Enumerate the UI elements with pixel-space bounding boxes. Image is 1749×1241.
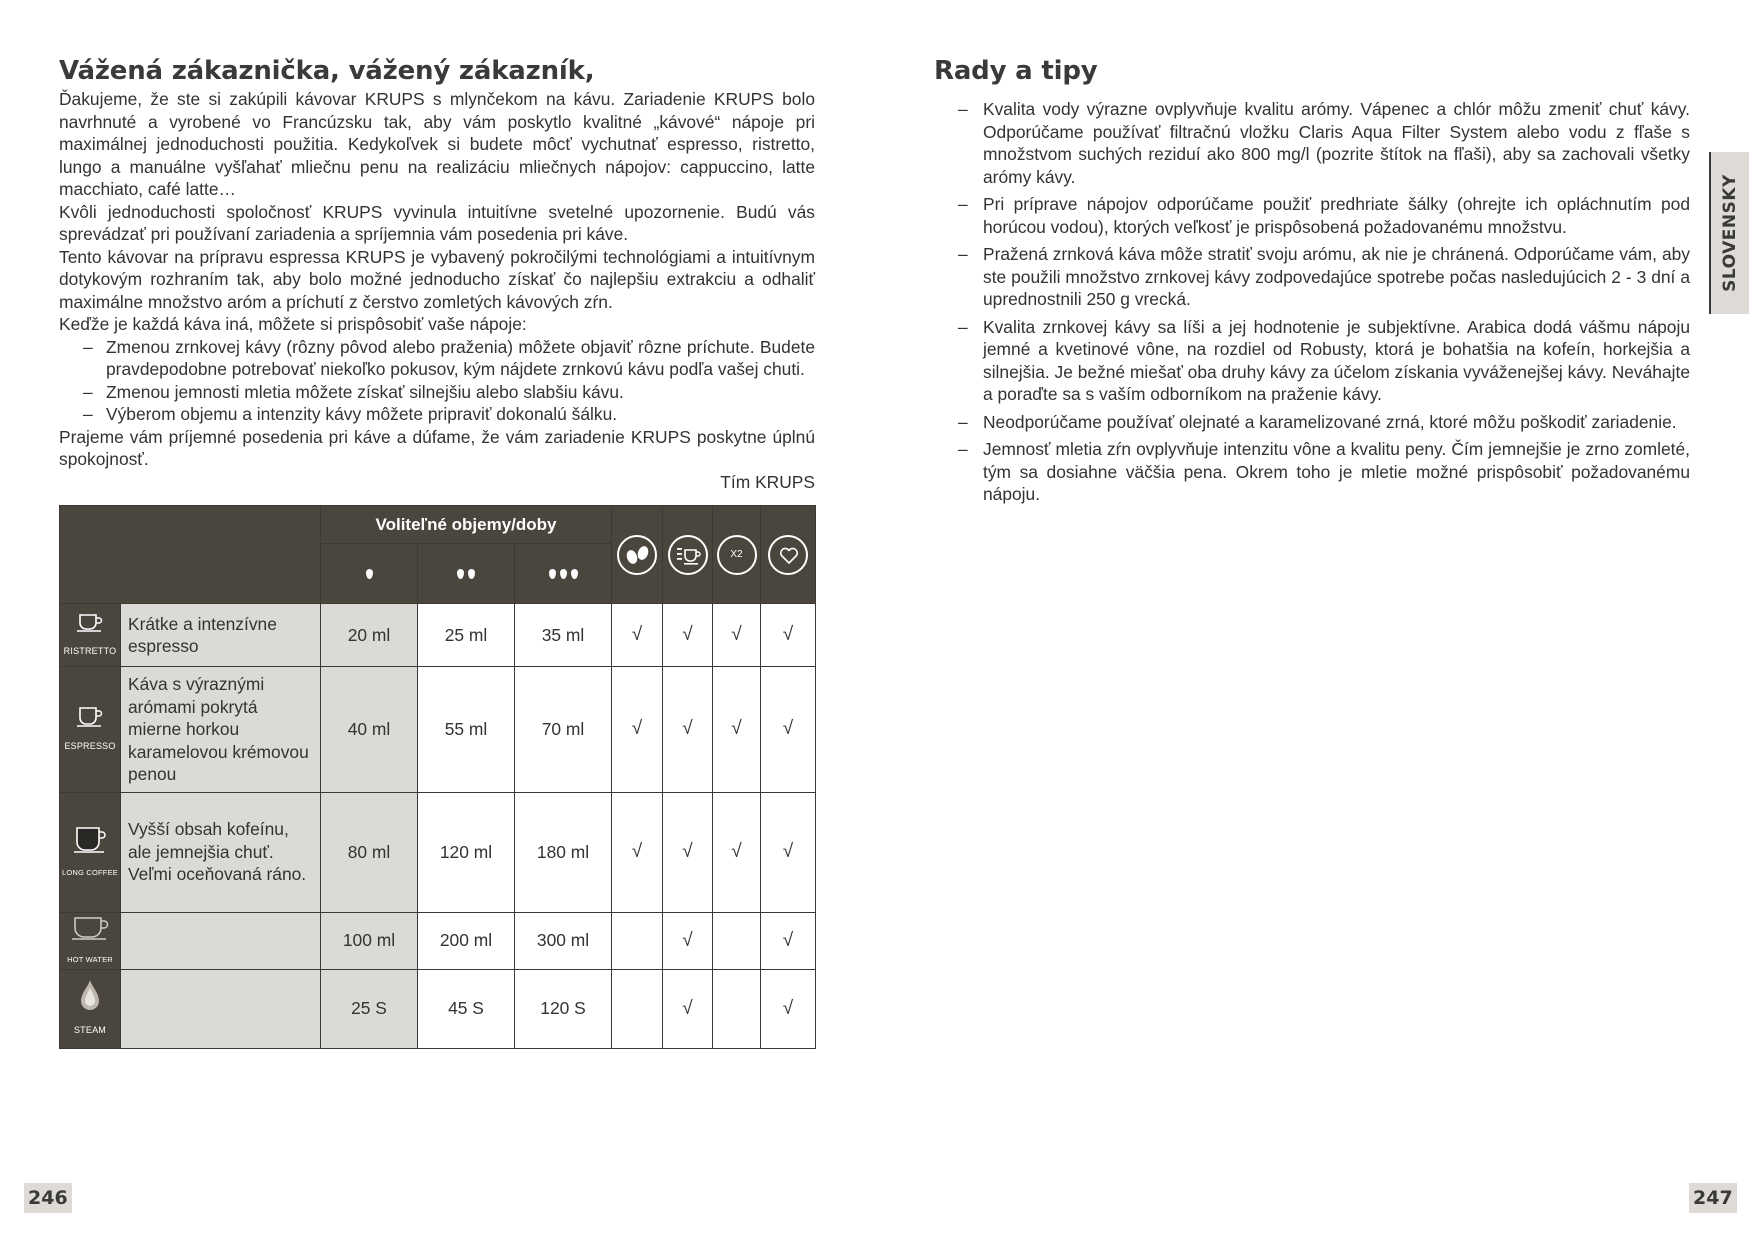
check-cell: √ bbox=[761, 604, 816, 667]
signature: Tím KRUPS bbox=[720, 471, 815, 492]
volume-cell: 70 ml bbox=[515, 667, 612, 793]
drink-label: RISTRETTO bbox=[63, 645, 117, 656]
check-cell: √ bbox=[761, 969, 816, 1048]
intro-paragraph-2: Kvôli jednoduchosti spoločnosť KRUPS vyvinula intuitívne svetelné upozornenie. Budú vás sprevádzať pri používaní zariadenia a spríjemnia vám posedenia pri káve. bbox=[59, 201, 815, 244]
drink-description bbox=[121, 912, 321, 969]
page-title-left: Vážená zákaznička, vážený zákazník, bbox=[59, 56, 595, 86]
drink-description: Vyšší obsah kofeínu, ale jemnejšia chuť. Veľmi oceňovaná ráno. bbox=[121, 792, 321, 912]
volume-cell: 20 ml bbox=[321, 604, 418, 667]
check-cell: √ bbox=[612, 792, 663, 912]
long-coffee-cup-icon bbox=[72, 825, 108, 855]
volume-cell: 300 ml bbox=[515, 912, 612, 969]
volume-cell: 120 S bbox=[515, 969, 612, 1048]
check-cell: √ bbox=[761, 792, 816, 912]
check-cell-empty bbox=[612, 912, 663, 969]
drink-label: HOT WATER bbox=[67, 955, 113, 964]
check-cell: √ bbox=[612, 667, 663, 793]
hot-water-cell bbox=[60, 912, 121, 969]
drink-label: STEAM bbox=[73, 1025, 106, 1035]
table-header-x2 bbox=[713, 506, 761, 604]
tip-item: – Pražená zrnková káva môže stratiť svoju arómu, ak nie je chránená. Odporúčame vám, aby ste použili množstvo zrnkovej kávy zodpovedajúce spotrebe počas nasledujúcich 2 - 3 dní a uprednostnili 250 g vrecká. bbox=[958, 243, 1690, 311]
table-header-favorite bbox=[761, 506, 816, 604]
drink-label: LONG COFFEE bbox=[62, 867, 118, 877]
intro-text bbox=[59, 88, 815, 493]
page-number-right: 247 bbox=[1689, 1183, 1737, 1213]
steam-cell bbox=[60, 969, 121, 1048]
list-item: – Zmenou jemnosti mletia môžete získať silnejšiu alebo slabšiu kávu. bbox=[83, 381, 815, 404]
intro-paragraph-4: Keďže je každá káva iná, môžete si prispôsobiť vaše nápoje: bbox=[59, 314, 527, 334]
drop-icon bbox=[366, 569, 373, 579]
drink-description: Krátke a intenzívne espresso bbox=[121, 604, 321, 667]
intro-paragraph-3: Tento kávovar na prípravu espressa KRUPS je vybavený pokročilými technológiami a intuitívnym dotykovým rozhraním tak, aby bolo možné jednoducho získať čo najlepšiu extrakciu a odhaliť maximálne množstvo aróm a príchutí z čerstvo zomletých kávových zŕn. bbox=[59, 246, 815, 312]
tip-item: – Jemnosť mletia zŕn ovplyvňuje intenzitu vône a kvalitu peny. Čím jemnejšie je zrno zomleté, tým sa dosiahne väčšia pena. Okrem toho je mletie možné prispôsobiť požadovanému nápoju. bbox=[958, 438, 1690, 506]
volume-cell: 200 ml bbox=[418, 912, 515, 969]
tip-item: – Kvalita vody výrazne ovplyvňuje kvalitu arómy. Vápenec a chlór môžu zmeniť chuť kávy. Odporúčame používať filtračnú vložku Claris Aqua Filter System alebo vodu z fľaše s množstvom suchých reziduí ako 800 mg/l (pozrite štítok na fľaši), aby sa zachovali všetky arómy kávy. bbox=[958, 98, 1690, 188]
double-cup-icon: X2 bbox=[717, 535, 757, 575]
drop-icon bbox=[560, 569, 567, 579]
hot-water-cup-icon bbox=[70, 914, 110, 942]
check-cell: √ bbox=[713, 604, 761, 667]
intro-paragraph-5: Prajeme vám príjemné posedenia pri káve a dúfame, že vám zariadenie KRUPS poskytne úplnú spokojnosť. bbox=[59, 426, 815, 469]
check-cell: √ bbox=[663, 912, 713, 969]
tips-list bbox=[958, 98, 1690, 506]
check-cell: √ bbox=[713, 792, 761, 912]
check-cell: √ bbox=[663, 792, 713, 912]
check-cell-empty bbox=[713, 912, 761, 969]
long-coffee-cell bbox=[60, 792, 121, 912]
drop-icon bbox=[457, 569, 464, 579]
tip-item: – Kvalita zrnkovej kávy sa líši a jej hodnotenie je subjektívne. Arabica dodá vášmu nápoju jemné a kvetinové vône, na rozdiel od Robusty, ktorá je bohatšia na kofeín, horkejšia a silnejšia. Je bežné miešať oba druhy kávy za účelom získania vyváženejšej kávy. Neváhajte a poraďte sa s vaším odborníkom na praženie kávy. bbox=[958, 316, 1690, 406]
check-cell: √ bbox=[663, 667, 713, 793]
check-cell-empty bbox=[713, 969, 761, 1048]
check-cell: √ bbox=[663, 604, 713, 667]
ristretto-cup-icon bbox=[75, 612, 105, 634]
volume-cell: 40 ml bbox=[321, 667, 418, 793]
intensity-2-header bbox=[418, 544, 515, 604]
table-row bbox=[60, 969, 816, 1048]
list-item: – Výberom objemu a intenzity kávy môžete pripraviť dokonalú šálku. bbox=[83, 403, 815, 426]
drink-description: Káva s výraznými arómami pokrytá mierne horkou karamelovou krémovou penou bbox=[121, 667, 321, 793]
page-number-left: 246 bbox=[24, 1183, 72, 1213]
table-header-beans bbox=[612, 506, 663, 604]
table-header-title: Voliteľné objemy/doby bbox=[321, 506, 612, 544]
volume-cell: 120 ml bbox=[418, 792, 515, 912]
volume-cell: 55 ml bbox=[418, 667, 515, 793]
volume-cell: 100 ml bbox=[321, 912, 418, 969]
steam-icon bbox=[77, 979, 103, 1013]
list-item: – Zmenou zrnkovej kávy (rôzny pôvod alebo praženia) môžete objaviť rôzne príchute. Budete pravdepodobne potrebovať niekoľko pokusov, kým nájdete zrnkovú kávu podľa vašej chuti. bbox=[83, 336, 815, 381]
drink-volume-table bbox=[59, 505, 816, 1049]
check-cell: √ bbox=[713, 667, 761, 793]
tip-item: – Pri príprave nápojov odporúčame použiť predhriate šálky (ohrejte ich opláchnutím pod horúcou vodou), ktorých veľkosť je prispôsobená požadovanému množstvu. bbox=[958, 193, 1690, 238]
drink-description bbox=[121, 969, 321, 1048]
volume-cell: 35 ml bbox=[515, 604, 612, 667]
volume-cell: 45 S bbox=[418, 969, 515, 1048]
table-header-cup-settings bbox=[663, 506, 713, 604]
volume-cell: 180 ml bbox=[515, 792, 612, 912]
drink-label: ESPRESSO bbox=[64, 740, 116, 751]
intensity-3-header bbox=[515, 544, 612, 604]
espresso-cell bbox=[60, 667, 121, 793]
heart-icon bbox=[768, 535, 808, 575]
drop-icon bbox=[468, 569, 475, 579]
volume-cell: 25 S bbox=[321, 969, 418, 1048]
intro-paragraph-1: Ďakujeme, že ste si zakúpili kávovar KRUPS s mlynčekom na kávu. Zariadenie KRUPS bolo navrhnuté a vyrobené vo Francúzsku tak, aby vám poskytlo kvalitné „kávové“ nápoje pri maximálnej jednoduchosti použitia. Kedykoľvek si budete môcť vychutnať espresso, ristretto, lungo a manuálne vyšľahať mliečnu penu na realizáciu mliečnych nápojov: cappuccino, latte macchiato, café latte… bbox=[59, 89, 815, 199]
ristretto-cell bbox=[60, 604, 121, 667]
table-row bbox=[60, 604, 816, 667]
volume-cell: 80 ml bbox=[321, 792, 418, 912]
check-cell: √ bbox=[761, 667, 816, 793]
page-title-right: Rady a tipy bbox=[934, 56, 1098, 86]
table-row bbox=[60, 792, 816, 912]
intensity-1-header bbox=[321, 544, 418, 604]
table-row bbox=[60, 667, 816, 793]
coffee-beans-icon bbox=[617, 535, 657, 575]
drop-icon bbox=[549, 569, 556, 579]
drop-icon bbox=[571, 569, 578, 579]
check-cell: √ bbox=[663, 969, 713, 1048]
check-cell: √ bbox=[761, 912, 816, 969]
espresso-cup-icon bbox=[75, 705, 105, 729]
right-column bbox=[934, 54, 1690, 511]
customize-list bbox=[83, 336, 815, 426]
language-tab-label: SLOVENSKY bbox=[1720, 174, 1740, 292]
volume-cell: 25 ml bbox=[418, 604, 515, 667]
table-header-blank bbox=[60, 506, 321, 604]
check-cell-empty bbox=[612, 969, 663, 1048]
tip-item: – Neodporúčame používať olejnaté a karamelizované zrná, ktoré môžu poškodiť zariadenie. bbox=[958, 411, 1690, 434]
language-tab bbox=[1709, 152, 1749, 314]
check-cell: √ bbox=[612, 604, 663, 667]
cup-settings-icon bbox=[668, 535, 708, 575]
table-row bbox=[60, 912, 816, 969]
left-column bbox=[59, 54, 815, 493]
